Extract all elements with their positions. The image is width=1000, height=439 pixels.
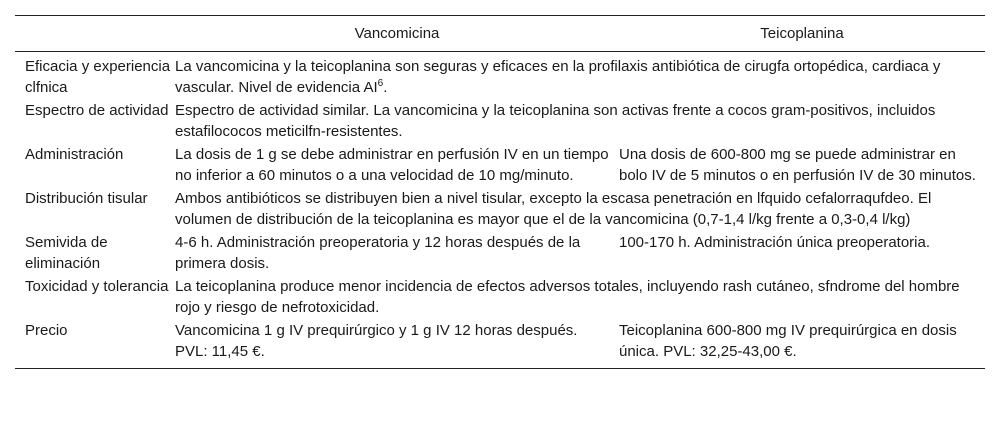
cell-vancomicina-precio: Vancomicina 1 g IV prequirúrgico y 1 g IV 12 horas después. PVL: 11,45 €.: [175, 319, 619, 369]
cell-vancomicina-administracion: La dosis de 1 g se debe administrar en perfusión IV en un tiempo no inferior a 60 minutos o a una velocidad de 10 mg/minuto.: [175, 146, 609, 184]
header-vancomicina: Vancomicina: [175, 16, 619, 52]
row-label-eficacia: Eficacia y experiencia clfnica: [25, 58, 171, 96]
row-shared-distribucion: Ambos antibióticos se distribuyen bien a nivel tisular, excepto la escasa penetración en lfquido cefalorraqufdeo. El volumen de distribución de la teicoplanina es mayor que el de la vancomicina (0,7-1,4 l/kg frente a 0,3-0,4 l/kg): [175, 190, 932, 228]
comparison-table: [15, 15, 985, 369]
cell-teicoplanina-administracion: Una dosis de 600-800 mg se puede administrar en bolo IV de 5 minutos o en perfusión IV de 30 minutos.: [619, 146, 976, 184]
cell-teicoplanina-precio: Teicoplanina 600-800 mg IV prequirúrgica en dosis única. PVL: 32,25-43,00 €.: [619, 319, 985, 369]
row-label-precio: Precio: [15, 319, 175, 369]
cell-text: La vancomicina y la teicoplanina son seguras y eficaces en la profilaxis antibiótica de cirugfa ortopédica, cardiaca y vascular. Nivel de evidencia AI: [175, 58, 941, 96]
cell-teicoplanina-semivida: 100-170 h. Administración única preoperatoria.: [619, 234, 931, 251]
row-label-espectro: Espectro de actividad: [25, 102, 169, 119]
table-header: [15, 16, 985, 52]
row-label-semivida: Semivida de eliminación: [25, 234, 108, 272]
table-row: [15, 143, 985, 187]
row-shared-eficacia: [175, 52, 985, 100]
table-row: [15, 319, 985, 369]
cell-vancomicina-semivida: 4-6 h. Administración preoperatoria y 12 horas después de la primera dosis.: [175, 234, 581, 272]
table-row: [15, 52, 985, 100]
row-label-administracion: Administración: [25, 146, 124, 163]
reference-superscript: 6: [377, 78, 384, 89]
row-label-distribucion: Distribución tisular: [25, 190, 148, 207]
table-row: [15, 275, 985, 319]
header-teicoplanina: Teicoplanina: [619, 16, 985, 52]
table-body: [15, 52, 985, 369]
header-blank-cell: [15, 16, 175, 52]
table-row: [15, 99, 985, 143]
row-shared-espectro: Espectro de actividad similar. La vancomicina y la teicoplanina son activas frente a cocos gram-positivos, incluidos estafilococos meticilfn-resistentes.: [175, 102, 936, 140]
row-shared-toxicidad: La teicoplanina produce menor incidencia de efectos adversos totales, incluyendo rash cutáneo, sfndrome del hombre rojo y riesgo de nefrotoxicidad.: [175, 278, 960, 316]
table-row: [15, 231, 985, 275]
row-label-toxicidad: Toxicidad y tolerancia: [25, 278, 169, 295]
table-row: [15, 187, 985, 231]
header-row: [15, 16, 985, 52]
cell-text-suffix: .: [383, 79, 388, 96]
